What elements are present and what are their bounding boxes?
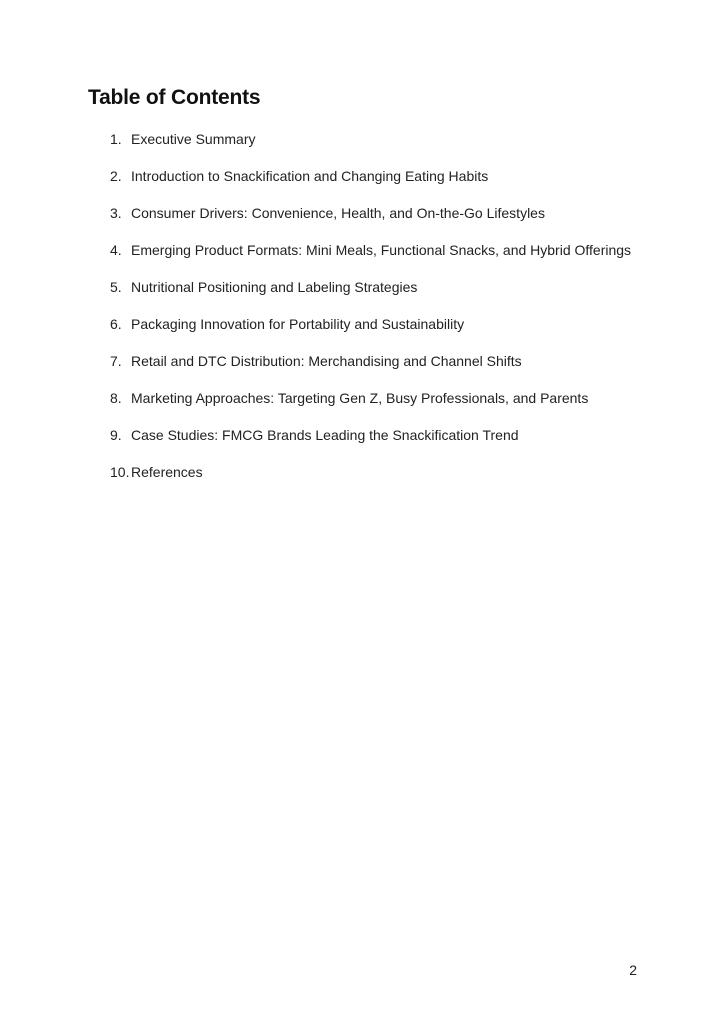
toc-item-text: Introduction to Snackification and Changing Eating Habits xyxy=(131,168,489,184)
toc-item-text: References xyxy=(131,464,203,480)
toc-item xyxy=(110,389,637,407)
table-of-contents xyxy=(110,130,637,500)
toc-item-number: 2. xyxy=(110,168,122,184)
page-number: 2 xyxy=(629,962,637,978)
toc-item-text: Consumer Drivers: Convenience, Health, and On-the-Go Lifestyles xyxy=(131,205,545,221)
toc-item xyxy=(110,130,637,148)
toc-item-number: 7. xyxy=(110,353,122,369)
page-title: Table of Contents xyxy=(88,86,261,109)
toc-item-text: Retail and DTC Distribution: Merchandising and Channel Shifts xyxy=(131,353,522,369)
toc-item xyxy=(110,204,637,222)
toc-item-number: 9. xyxy=(110,427,122,443)
toc-item-number: 8. xyxy=(110,390,122,406)
toc-item-number: 6. xyxy=(110,316,122,332)
toc-item-text: Executive Summary xyxy=(131,131,256,147)
toc-item-number: 10. xyxy=(110,464,130,480)
toc-item xyxy=(110,315,637,333)
toc-item-number: 5. xyxy=(110,279,122,295)
toc-item-number: 1. xyxy=(110,131,122,147)
toc-item xyxy=(110,241,637,259)
toc-item-text: Marketing Approaches: Targeting Gen Z, Busy Professionals, and Parents xyxy=(131,390,589,406)
toc-item xyxy=(110,167,637,185)
toc-item xyxy=(110,352,637,370)
toc-item-number: 4. xyxy=(110,242,122,258)
toc-item-text: Packaging Innovation for Portability and Sustainability xyxy=(131,316,465,332)
toc-item-text: Nutritional Positioning and Labeling Strategies xyxy=(131,279,418,295)
toc-item-number: 3. xyxy=(110,205,122,221)
toc-item-text: Emerging Product Formats: Mini Meals, Functional Snacks, and Hybrid Offerings xyxy=(131,242,632,258)
toc-item-text: Case Studies: FMCG Brands Leading the Snackification Trend xyxy=(131,427,519,443)
toc-item xyxy=(110,426,637,444)
toc-item xyxy=(110,278,637,296)
toc-item xyxy=(110,463,637,481)
